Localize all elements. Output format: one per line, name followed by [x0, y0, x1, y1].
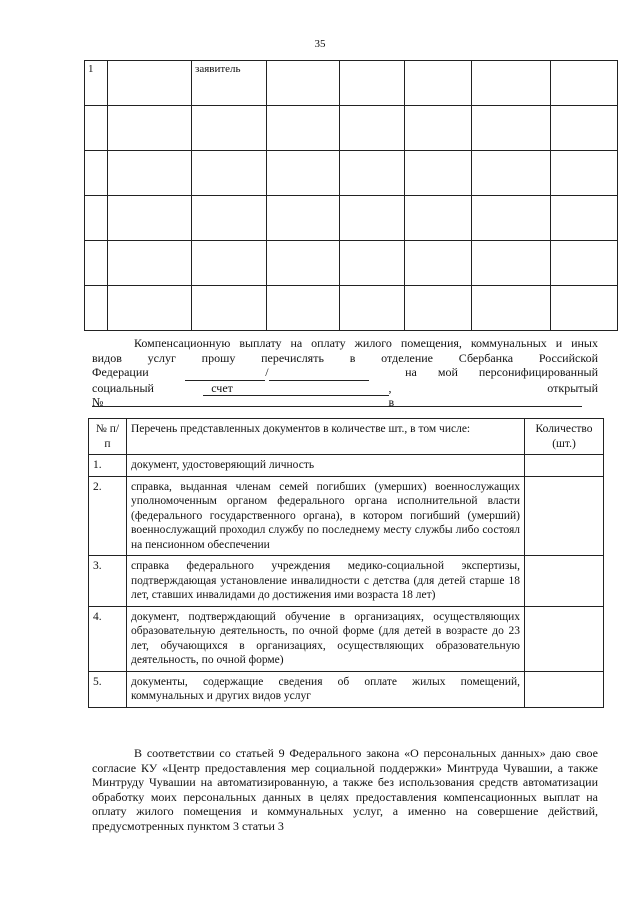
table-cell[interactable] — [85, 151, 108, 196]
table-row — [89, 671, 604, 707]
table-header-row — [89, 419, 604, 455]
branch-number-field[interactable] — [185, 365, 265, 381]
table-cell[interactable] — [267, 286, 340, 331]
bank-name-field[interactable] — [92, 406, 582, 407]
table-row — [89, 606, 604, 671]
doc-number: 5. — [89, 671, 127, 707]
table-cell[interactable] — [405, 151, 472, 196]
table-cell[interactable] — [472, 61, 551, 106]
table-cell[interactable] — [192, 106, 267, 151]
payment-line-3 — [92, 365, 598, 381]
payment-line-1: Компенсационную выплату на оплату жилого помещения, коммунальных и иных — [134, 336, 598, 350]
table-cell[interactable] — [340, 286, 405, 331]
header-document-list: Перечень представленных документов в количестве шт., в том числе: — [127, 419, 525, 455]
table-cell[interactable] — [472, 106, 551, 151]
table-cell[interactable] — [405, 106, 472, 151]
social-account-label: социальный счет № — [92, 380, 233, 409]
doc-description: справка, выданная членам семей погибших (умерших) военнослужащих уполномоченным органом федерального органа исполнительной власти (федерального государственного органа), в котором погибший (умерший) военнослужащий проходил службу по последнему месту службы либо состоял на пенсионном обеспечении — [127, 476, 525, 556]
table-cell[interactable] — [85, 106, 108, 151]
doc-quantity-cell[interactable] — [525, 455, 604, 477]
header-quantity: Количество (шт.) — [525, 419, 604, 455]
table-cell[interactable] — [192, 286, 267, 331]
table-cell[interactable] — [551, 286, 618, 331]
table-cell[interactable] — [192, 196, 267, 241]
subbranch-number-field[interactable] — [269, 365, 369, 381]
table-cell[interactable] — [340, 151, 405, 196]
table-row — [89, 476, 604, 556]
table-cell[interactable] — [551, 196, 618, 241]
table-cell[interactable] — [405, 286, 472, 331]
doc-quantity-cell[interactable] — [525, 556, 604, 607]
table-cell[interactable] — [267, 106, 340, 151]
table-cell[interactable] — [405, 61, 472, 106]
table-cell[interactable] — [472, 196, 551, 241]
table-cell[interactable] — [108, 196, 192, 241]
doc-number: 4. — [89, 606, 127, 671]
documents-table — [88, 418, 604, 708]
table-row — [89, 455, 604, 477]
table-cell[interactable] — [85, 286, 108, 331]
personal-account-label: на мой персонифицированный — [405, 365, 598, 379]
applicant-row-number: 1 — [85, 61, 108, 106]
table-cell[interactable] — [340, 61, 405, 106]
opened-in-label: , открытый в — [388, 380, 598, 409]
account-number-field[interactable] — [203, 381, 389, 397]
applicant-table — [84, 60, 618, 331]
table-cell[interactable] — [192, 151, 267, 196]
branch-separator: / — [265, 365, 269, 379]
doc-description: документы, содержащие сведения об оплате жилых помещений, коммунальных и других видов услуг — [127, 671, 525, 707]
table-cell[interactable] — [405, 241, 472, 286]
table-cell[interactable] — [108, 106, 192, 151]
table-cell[interactable] — [267, 241, 340, 286]
federation-label: Федерации — [92, 365, 149, 379]
table-row — [85, 196, 618, 241]
table-cell[interactable] — [551, 151, 618, 196]
table-cell[interactable] — [340, 106, 405, 151]
bank-branch-field — [185, 365, 368, 381]
table-cell[interactable] — [340, 196, 405, 241]
table-cell[interactable] — [108, 286, 192, 331]
table-cell[interactable] — [108, 241, 192, 286]
table-row — [85, 241, 618, 286]
payment-line-2: видов услуг прошу перечислять в отделение Сбербанка Российской — [92, 350, 598, 365]
table-row — [85, 151, 618, 196]
doc-description: документ, подтверждающий обучение в организациях, осуществляющих образовательную деятельность, по очной форме (для детей в возрасте до 23 лет, обучающихся в организациях, осуществляющих образовательную деятельность, по очной форме) — [127, 606, 525, 671]
payment-paragraph — [92, 336, 598, 410]
doc-number: 1. — [89, 455, 127, 477]
table-cell[interactable] — [405, 196, 472, 241]
table-cell[interactable] — [551, 61, 618, 106]
table-cell[interactable] — [108, 61, 192, 106]
table-cell[interactable] — [192, 241, 267, 286]
table-cell[interactable] — [267, 61, 340, 106]
doc-number: 3. — [89, 556, 127, 607]
table-cell[interactable] — [551, 106, 618, 151]
doc-quantity-cell[interactable] — [525, 671, 604, 707]
header-number: № п/п — [89, 419, 127, 455]
table-cell[interactable] — [551, 241, 618, 286]
table-cell[interactable] — [108, 151, 192, 196]
table-cell[interactable] — [472, 286, 551, 331]
doc-number: 2. — [89, 476, 127, 556]
applicant-role: заявитель — [192, 61, 267, 106]
doc-description: документ, удостоверяющий личность — [127, 455, 525, 477]
table-cell[interactable] — [267, 196, 340, 241]
doc-quantity-cell[interactable] — [525, 606, 604, 671]
table-cell[interactable] — [472, 241, 551, 286]
table-cell[interactable] — [472, 151, 551, 196]
consent-paragraph: В соответствии со статьей 9 Федерального закона «О персональных данных» даю свое согласие КУ «Центр предоставления мер социальной поддержки» Минтруда Чувашии, а также Минтруду Чувашии на автоматизированную, а также без использования средств автоматизации обработку моих персональных данных в целях предоставления компенсационных выплат на оплату жилого помещения и коммунальных услуг, а именно на совершение действий, предусмотренных пунктом 3 статьи 3 — [92, 746, 598, 833]
doc-quantity-cell[interactable] — [525, 476, 604, 556]
doc-description: справка федерального учреждения медико-социальной экспертизы, подтверждающая установление инвалидности с детства (для детей старше 18 лет, ставших инвалидами до достижения ими возраста 18 лет) — [127, 556, 525, 607]
table-row — [85, 61, 618, 106]
table-cell[interactable] — [85, 241, 108, 286]
page-number: 35 — [314, 38, 326, 50]
table-cell[interactable] — [340, 241, 405, 286]
table-row — [85, 106, 618, 151]
table-cell[interactable] — [267, 151, 340, 196]
table-row — [85, 286, 618, 331]
table-row — [89, 556, 604, 607]
table-cell[interactable] — [85, 196, 108, 241]
